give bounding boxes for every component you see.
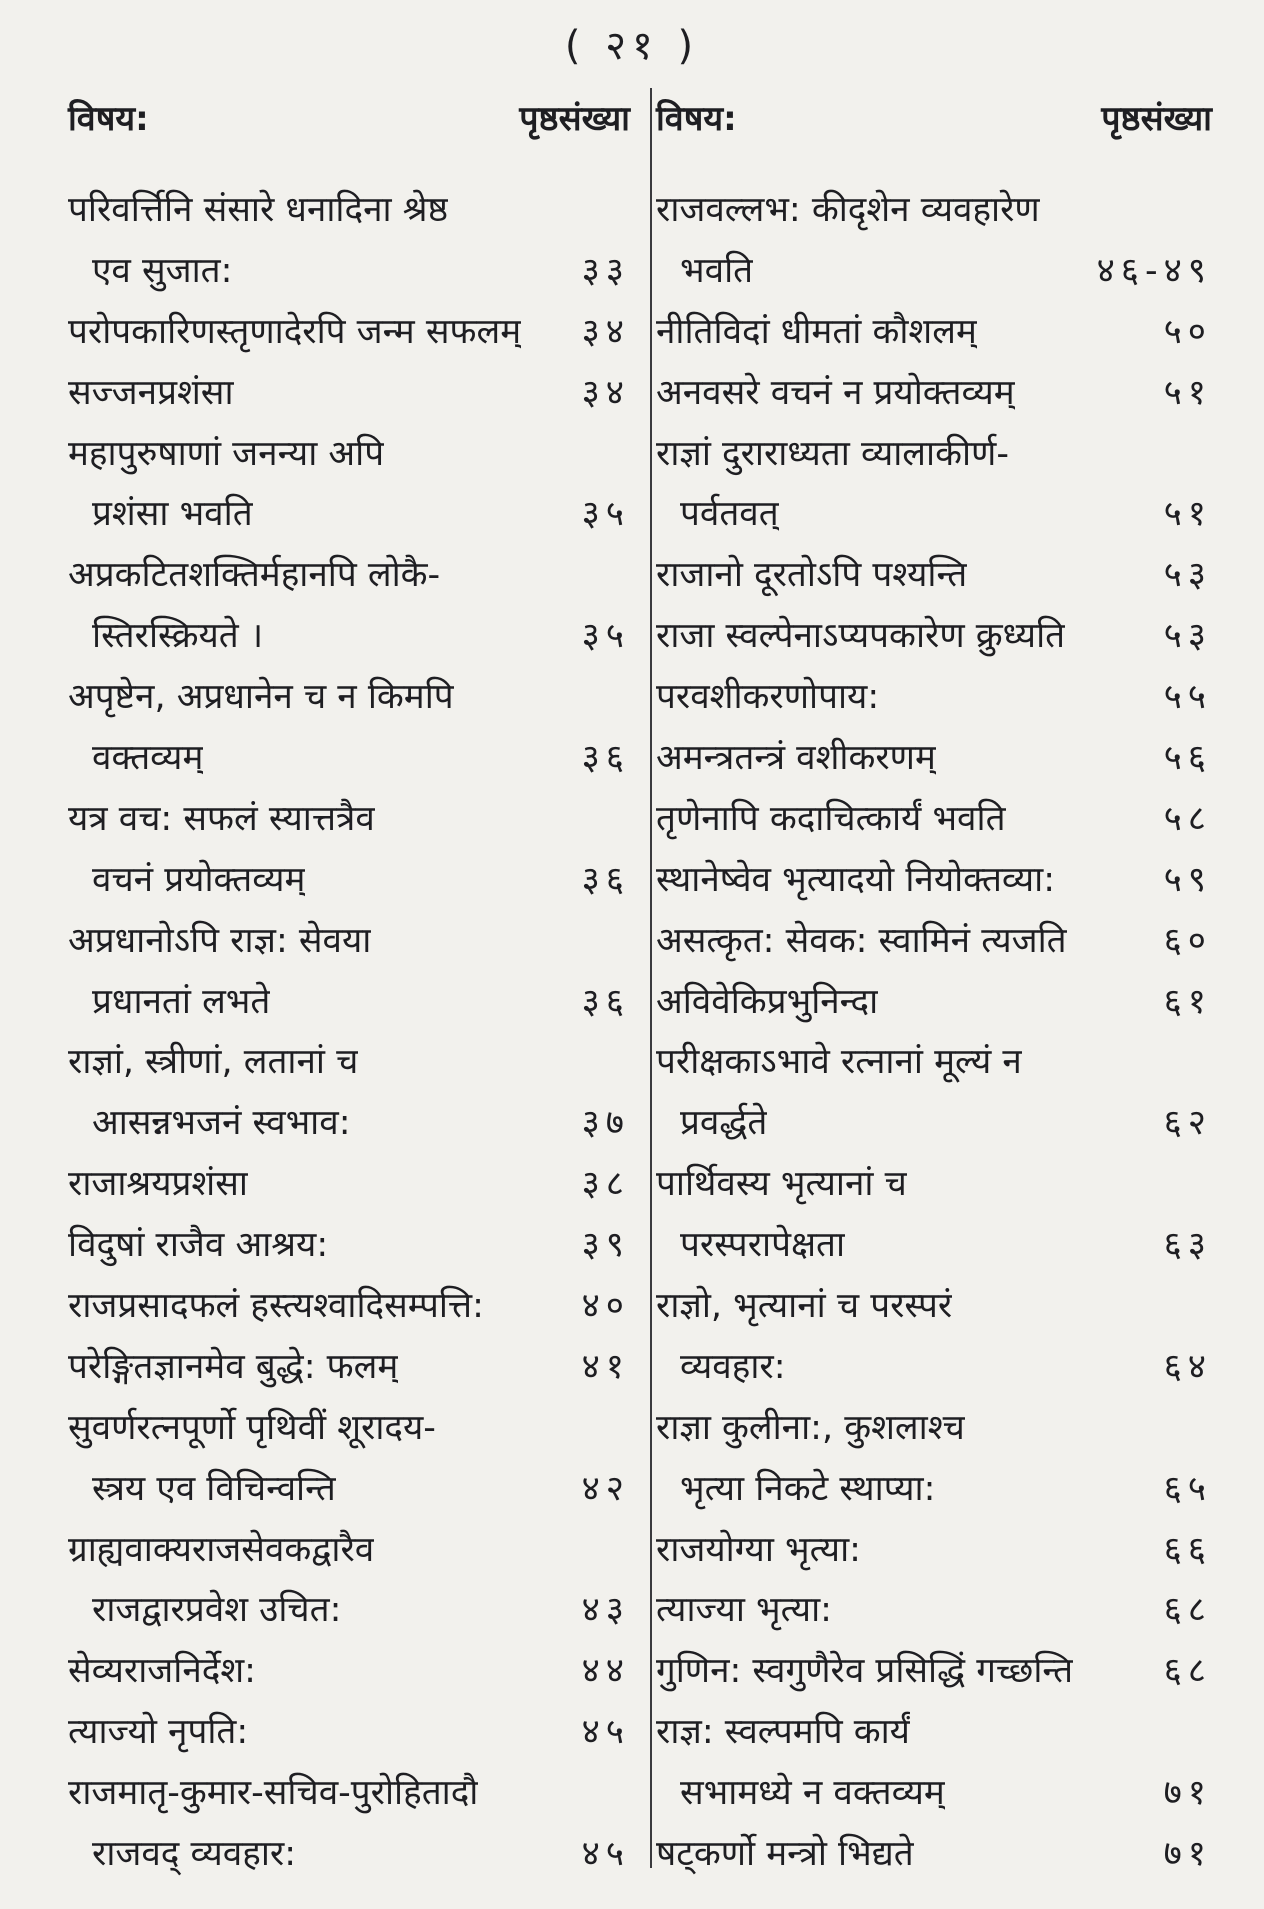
entry-subject: राजयोग्या भृत्या: bbox=[656, 1529, 861, 1570]
entry-page-number: ३३ bbox=[581, 250, 630, 291]
index-entry bbox=[656, 1213, 1222, 1274]
entry-subject: भवति bbox=[680, 250, 754, 291]
entry-subject: महापुरुषाणां जनन्या अपि bbox=[68, 433, 385, 474]
index-entry bbox=[656, 1457, 1222, 1518]
right-entries bbox=[656, 178, 1222, 1883]
entry-subject: राजानो दूरतोऽपि पश्यन्ति bbox=[656, 555, 968, 596]
index-entry bbox=[656, 422, 1222, 483]
index-entry bbox=[68, 1152, 640, 1213]
entry-page-number: ५१ bbox=[1163, 372, 1212, 413]
index-entry bbox=[68, 361, 640, 422]
entry-page-number: ६१ bbox=[1163, 981, 1212, 1022]
entry-subject: राजमातृ-कुमार-सचिव-पुरोहितादौ bbox=[68, 1773, 479, 1814]
index-entry bbox=[656, 1578, 1222, 1639]
index-entry bbox=[68, 543, 640, 604]
entry-subject: राजप्रसादफलं हस्त्यश्वादिसम्पत्ति: bbox=[68, 1285, 484, 1326]
index-entry bbox=[68, 787, 640, 848]
entry-page-number: ५५ bbox=[1163, 677, 1212, 718]
entry-page-number: ६३ bbox=[1163, 1225, 1212, 1266]
left-column-header bbox=[68, 86, 640, 148]
entry-page-number: ४५ bbox=[581, 1833, 630, 1874]
entry-subject: राज्ञ: स्वल्पमपि कार्यं bbox=[656, 1712, 910, 1753]
entry-page-number: ६४ bbox=[1163, 1346, 1212, 1387]
index-entry bbox=[68, 1822, 640, 1883]
entry-page-number: ६५ bbox=[1163, 1468, 1212, 1509]
entry-subject: प्रशंसा भवति bbox=[92, 494, 253, 535]
index-entry bbox=[68, 1578, 640, 1639]
entry-subject: यत्र वच: सफलं स्यात्तत्रैव bbox=[68, 798, 375, 839]
entry-subject: अप्रधानोऽपि राज्ञ: सेवया bbox=[68, 920, 372, 961]
index-entry bbox=[68, 1700, 640, 1761]
entry-subject: परस्परापेक्षता bbox=[680, 1225, 846, 1266]
entry-page-number: ५८ bbox=[1163, 798, 1212, 839]
index-entry bbox=[656, 665, 1222, 726]
index-entry bbox=[68, 239, 640, 300]
entry-subject: एव सुजात: bbox=[92, 250, 233, 291]
index-entry bbox=[656, 848, 1222, 909]
index-entry bbox=[656, 909, 1222, 970]
index-entry bbox=[68, 1518, 640, 1579]
entry-subject: षट्कर्णो मन्त्रो भिद्यते bbox=[656, 1833, 914, 1874]
entry-subject: पार्थिवस्य भृत्यानां च bbox=[656, 1164, 907, 1205]
entry-page-number: ७१ bbox=[1163, 1773, 1212, 1814]
entry-page-number: ३४ bbox=[581, 372, 630, 413]
entry-subject: परवशीकरणोपाय: bbox=[656, 677, 880, 718]
subject-header: विषय: bbox=[68, 99, 149, 139]
index-entry bbox=[656, 604, 1222, 665]
right-column-header bbox=[656, 86, 1222, 148]
entry-page-number: ५३ bbox=[1163, 616, 1212, 657]
entry-page-number: ३९ bbox=[581, 1225, 630, 1266]
entry-page-number: ४४ bbox=[581, 1651, 630, 1692]
entry-subject: प्रधानतां लभते bbox=[92, 981, 271, 1022]
index-entry bbox=[656, 543, 1222, 604]
index-entry bbox=[656, 361, 1222, 422]
index-entry bbox=[68, 726, 640, 787]
page-count-header: पृष्ठसंख्या bbox=[1101, 99, 1212, 139]
page-count-header: पृष्ठसंख्या bbox=[519, 99, 630, 139]
index-entry bbox=[656, 300, 1222, 361]
index-entry bbox=[656, 482, 1222, 543]
index-entry bbox=[68, 422, 640, 483]
index-entry bbox=[68, 1639, 640, 1700]
entry-subject: गुणिन: स्वगुणैरेव प्रसिद्धिं गच्छन्ति bbox=[656, 1651, 1074, 1692]
index-entry bbox=[656, 1761, 1222, 1822]
entry-subject: राज्ञां, स्त्रीणां, लतानां च bbox=[68, 1042, 359, 1083]
entry-page-number: ५९ bbox=[1163, 859, 1212, 900]
index-entry bbox=[656, 970, 1222, 1031]
entry-page-number: ६२ bbox=[1163, 1103, 1212, 1144]
entry-subject: व्यवहार: bbox=[680, 1346, 786, 1387]
entry-subject: असत्कृत: सेवक: स्वामिनं त्यजति bbox=[656, 920, 1067, 961]
entry-page-number: ४३ bbox=[581, 1590, 630, 1631]
entry-page-number: ३७ bbox=[581, 1103, 630, 1144]
index-entry bbox=[68, 1274, 640, 1335]
entry-page-number: ३५ bbox=[581, 494, 630, 535]
index-entry bbox=[656, 1822, 1222, 1883]
index-entry bbox=[68, 1030, 640, 1091]
subject-header: विषय: bbox=[656, 99, 737, 139]
entry-subject: परिवर्त्तिनि संसारे धनादिना श्रेष्ठ bbox=[68, 189, 449, 230]
index-entry bbox=[656, 1335, 1222, 1396]
entry-subject: सुवर्णरत्नपूर्णो पृथिवीं शूरादय- bbox=[68, 1407, 436, 1448]
entry-page-number: ५१ bbox=[1163, 494, 1212, 535]
entry-subject: पर्वतवत् bbox=[680, 494, 779, 535]
index-entry bbox=[656, 1152, 1222, 1213]
index-entry bbox=[656, 1274, 1222, 1335]
entry-page-number: ३६ bbox=[581, 859, 630, 900]
index-entry bbox=[656, 1518, 1222, 1579]
entry-page-number: ३६ bbox=[581, 981, 630, 1022]
index-entry bbox=[656, 1700, 1222, 1761]
index-entry bbox=[68, 1091, 640, 1152]
entry-subject: राज्ञां दुराराध्यता व्यालाकीर्ण- bbox=[656, 433, 1009, 474]
entry-subject: त्याज्यो नृपति: bbox=[68, 1712, 249, 1753]
left-column bbox=[68, 86, 640, 1874]
index-entry bbox=[68, 178, 640, 239]
entry-subject: स्तिरस्क्रियते । bbox=[92, 616, 264, 657]
entry-subject: राजाश्रयप्रशंसा bbox=[68, 1164, 248, 1205]
entry-subject: अमन्त्रतन्त्रं वशीकरणम् bbox=[656, 737, 936, 778]
entry-subject: अविवेकिप्रभुनिन्दा bbox=[656, 981, 879, 1022]
index-entry bbox=[656, 1396, 1222, 1457]
column-divider bbox=[650, 88, 652, 1868]
entry-subject: राजवल्लभ: कीदृशेन व्यवहारेण bbox=[656, 189, 1040, 230]
page-number: ( २१ ) bbox=[564, 23, 700, 69]
entry-subject: सभामध्ये न वक्तव्यम् bbox=[680, 1773, 945, 1814]
index-entry bbox=[68, 1761, 640, 1822]
entry-subject: नीतिविदां धीमतां कौशलम् bbox=[656, 311, 977, 352]
index-entry bbox=[68, 848, 640, 909]
entry-page-number: ६८ bbox=[1163, 1651, 1212, 1692]
entry-page-number: ३४ bbox=[581, 311, 630, 352]
entry-subject: राजवद् व्यवहार: bbox=[92, 1833, 297, 1874]
entry-page-number: ५३ bbox=[1163, 555, 1212, 596]
entry-subject: परोपकारिणस्तृणादेरपि जन्म सफलम् bbox=[68, 311, 522, 352]
index-entry bbox=[68, 1213, 640, 1274]
index-entry bbox=[656, 726, 1222, 787]
entry-page-number: ५६ bbox=[1163, 737, 1212, 778]
entry-page-number: ६८ bbox=[1163, 1590, 1212, 1631]
entry-subject: त्याज्या भृत्या: bbox=[656, 1590, 832, 1631]
entry-subject: वचनं प्रयोक्तव्यम् bbox=[92, 859, 306, 900]
entry-page-number: ६० bbox=[1163, 920, 1212, 961]
entry-page-number: ३५ bbox=[581, 616, 630, 657]
entry-subject: परेङ्गितज्ञानमेव बुद्धे: फलम् bbox=[68, 1346, 399, 1387]
entry-page-number: ४० bbox=[581, 1285, 630, 1326]
entry-subject: अप्रकटितशक्तिर्महानपि लोकै- bbox=[68, 555, 441, 596]
index-entry bbox=[68, 1457, 640, 1518]
entry-subject: राज्ञो, भृत्यानां च परस्परं bbox=[656, 1285, 953, 1326]
index-entry bbox=[68, 970, 640, 1031]
index-entry bbox=[656, 239, 1222, 300]
entry-page-number: ४५ bbox=[581, 1712, 630, 1753]
index-entry bbox=[68, 1396, 640, 1457]
entry-subject: वक्तव्यम् bbox=[92, 737, 204, 778]
entry-subject: राज्ञा कुलीना:, कुशलाश्च bbox=[656, 1407, 965, 1448]
entry-subject: अपृष्टेन, अप्रधानेन च न किमपि bbox=[68, 677, 454, 718]
index-entry bbox=[68, 482, 640, 543]
entry-subject: राजा स्वल्पेनाऽप्यपकारेण क्रुध्यति bbox=[656, 616, 1066, 657]
entry-subject: भृत्या निकटे स्थाप्या: bbox=[680, 1468, 936, 1509]
entry-page-number: ४२ bbox=[581, 1468, 630, 1509]
index-entry bbox=[68, 300, 640, 361]
entry-subject: तृणेनापि कदाचित्कार्यं भवति bbox=[656, 798, 1006, 839]
entry-subject: परीक्षकाऽभावे रत्नानां मूल्यं न bbox=[656, 1042, 1022, 1083]
entry-page-number: ६६ bbox=[1163, 1529, 1212, 1570]
entry-subject: आसन्नभजनं स्वभाव: bbox=[92, 1103, 351, 1144]
entry-subject: सेव्यराजनिर्देश: bbox=[68, 1651, 256, 1692]
index-entry bbox=[656, 1639, 1222, 1700]
index-entry bbox=[68, 1335, 640, 1396]
entry-subject: प्रवर्द्धते bbox=[680, 1103, 768, 1144]
index-entry bbox=[656, 178, 1222, 239]
entry-subject: विदुषां राजैव आश्रय: bbox=[68, 1225, 329, 1266]
index-entry bbox=[68, 909, 640, 970]
index-entry bbox=[656, 787, 1222, 848]
entry-page-number: ५० bbox=[1163, 311, 1212, 352]
index-entry bbox=[656, 1091, 1222, 1152]
entry-page-number: ३८ bbox=[581, 1164, 630, 1205]
index-entry bbox=[68, 604, 640, 665]
left-entries bbox=[68, 178, 640, 1883]
entry-page-number: ४६-४९ bbox=[1096, 250, 1212, 291]
index-entry bbox=[68, 665, 640, 726]
entry-subject: अनवसरे वचनं न प्रयोक्तव्यम् bbox=[656, 372, 1015, 413]
entry-subject: स्थानेष्वेव भृत्यादयो नियोक्तव्या: bbox=[656, 859, 1056, 900]
index-entry bbox=[656, 1030, 1222, 1091]
entry-subject: सज्जनप्रशंसा bbox=[68, 372, 234, 413]
entry-page-number: ७१ bbox=[1163, 1833, 1212, 1874]
entry-page-number: ४१ bbox=[581, 1346, 630, 1387]
entry-subject: स्त्रय एव विचिन्वन्ति bbox=[92, 1468, 336, 1509]
entry-subject: राजद्वारप्रवेश उचित: bbox=[92, 1590, 342, 1631]
right-column bbox=[656, 86, 1222, 1874]
entry-page-number: ३६ bbox=[581, 737, 630, 778]
entry-subject: ग्राह्यवाक्यराजसेवकद्वारैव bbox=[68, 1529, 375, 1570]
